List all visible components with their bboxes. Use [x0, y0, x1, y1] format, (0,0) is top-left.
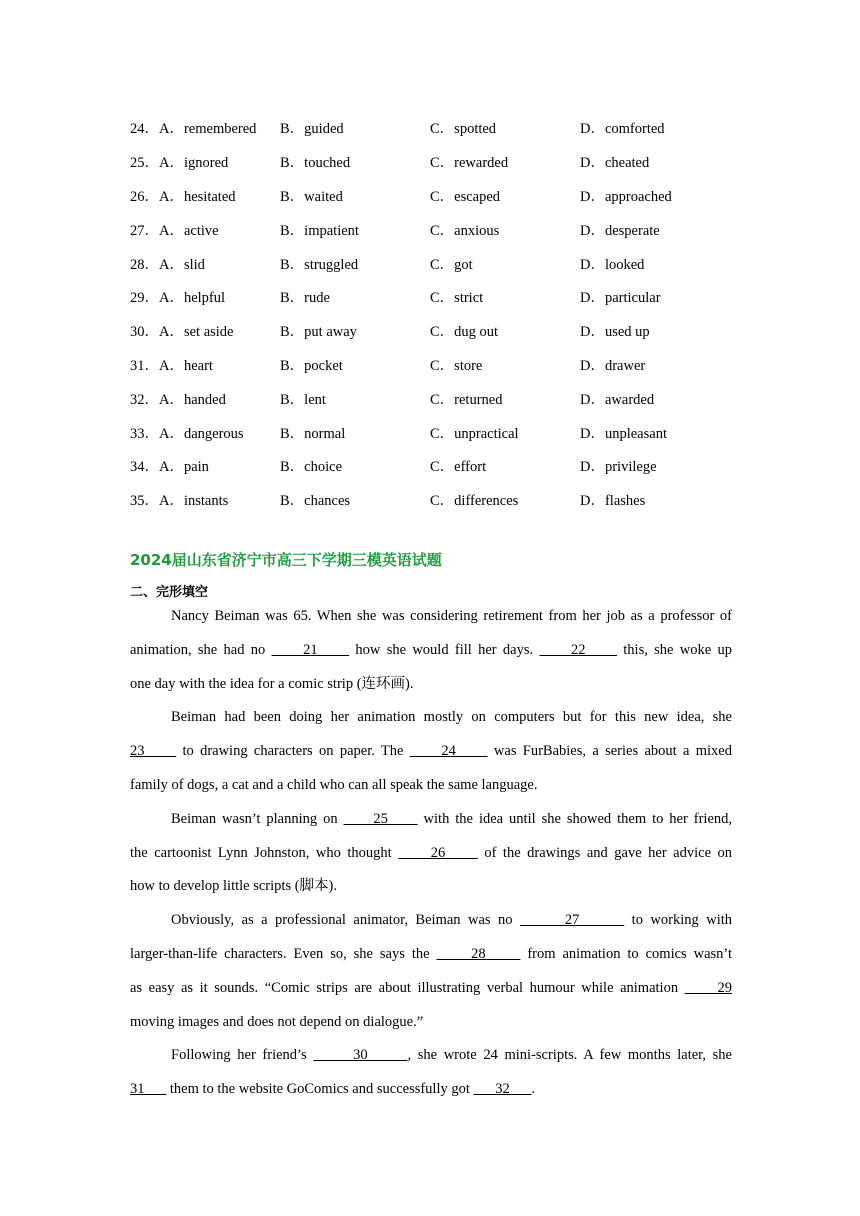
option-c: C．escaped — [430, 188, 501, 205]
option-a: 27．A．active — [130, 222, 219, 239]
options-list — [130, 111, 740, 517]
paragraph-4 — [130, 904, 732, 1039]
question-number: 33． — [130, 425, 159, 442]
option-row-35 — [130, 483, 740, 517]
option-row-25 — [130, 145, 740, 179]
question-number: 28． — [130, 256, 159, 273]
paragraph-2 — [130, 701, 732, 802]
option-a: 24．A．remembered — [130, 121, 257, 138]
question-number: 27． — [130, 222, 159, 239]
option-c: C．dug out — [430, 324, 499, 341]
option-c: C．spotted — [430, 121, 497, 138]
option-d: D．drawer — [580, 357, 646, 374]
option-d: D．approached — [580, 188, 672, 205]
option-row-30 — [130, 314, 740, 348]
option-a: 26．A．hesitated — [130, 188, 236, 205]
option-row-34 — [130, 449, 740, 483]
text-line: how to develop little scripts (脚本). — [130, 878, 337, 895]
option-row-33 — [130, 415, 740, 449]
text-line: as easy as it sounds. “Comic strips are about illustrating verbal humour while animation 29 — [130, 979, 732, 996]
option-b: B．lent — [280, 391, 326, 408]
text-line: the cartoonist Lynn Johnston, who thought 26 of the drawings and gave her advice on — [130, 844, 733, 861]
blank-26: 26 — [398, 844, 478, 861]
option-row-29 — [130, 280, 740, 314]
option-row-28 — [130, 246, 740, 280]
blank-24: 24 — [409, 743, 488, 760]
question-number: 31． — [130, 357, 159, 374]
option-b: B．pocket — [280, 357, 343, 374]
blank-23: 23 — [130, 743, 177, 760]
text-line: Following her friend’s 30 , she wrote 24 mini-scripts. A few months later, she — [171, 1047, 732, 1064]
option-a: 34．A．pain — [130, 459, 209, 476]
paragraph-3 — [130, 803, 732, 904]
question-number: 29． — [130, 290, 159, 307]
blank-32: 32 — [473, 1081, 532, 1098]
option-row-27 — [130, 212, 740, 246]
option-a: 31．A．heart — [130, 357, 213, 374]
question-number: 26． — [130, 188, 159, 205]
text-line: 31 them to the website GoComics and successfully got 32 . — [130, 1081, 536, 1098]
option-d: D．privilege — [580, 459, 657, 476]
text-line: one day with the idea for a comic strip (连环画). — [130, 675, 414, 692]
text-line: Beiman had been doing her animation mostly on computers but for this new idea, she — [171, 709, 732, 726]
option-b: B．guided — [280, 121, 344, 138]
text-line: animation, she had no 21 how she would fill her days. 22 this, she woke up — [130, 641, 732, 658]
option-b: B．put away — [280, 324, 357, 341]
text-line: 23 to drawing characters on paper. The 24 was FurBabies, a series about a mixed — [130, 743, 732, 760]
option-c: C．returned — [430, 391, 503, 408]
text-line: family of dogs, a cat and a child who can all speak the same language. — [130, 776, 538, 793]
option-a: 28．A．slid — [130, 256, 205, 273]
option-row-32 — [130, 381, 740, 415]
option-b: B．struggled — [280, 256, 359, 273]
option-b: B．rude — [280, 290, 330, 307]
question-number: 32． — [130, 391, 159, 408]
blank-29: 29 — [684, 979, 732, 996]
blank-25: 25 — [343, 810, 418, 827]
cloze-passage — [130, 600, 732, 1107]
option-a: 33．A．dangerous — [130, 425, 244, 442]
option-row-24 — [130, 111, 740, 145]
option-c: C．effort — [430, 459, 487, 476]
option-d: D．used up — [580, 324, 650, 341]
question-number: 25． — [130, 155, 159, 172]
paragraph-1 — [130, 600, 732, 701]
option-c: C．rewarded — [430, 155, 509, 172]
option-b: B．chances — [280, 493, 351, 510]
blank-21: 21 — [271, 641, 350, 658]
option-c: C．anxious — [430, 222, 500, 239]
question-number: 34． — [130, 459, 159, 476]
option-d: D．particular — [580, 290, 661, 307]
option-row-26 — [130, 179, 740, 213]
question-number: 30． — [130, 324, 159, 341]
blank-30: 30 — [313, 1047, 408, 1064]
option-c: C．store — [430, 357, 483, 374]
option-c: C．got — [430, 256, 473, 273]
text-line: moving images and does not depend on dialogue.” — [130, 1013, 424, 1030]
option-b: B．normal — [280, 425, 346, 442]
text-line: Beiman wasn’t planning on 25 with the idea until she showed them to her friend, — [171, 810, 733, 827]
option-b: B．touched — [280, 155, 351, 172]
option-d: D．unpleasant — [580, 425, 667, 442]
blank-28: 28 — [436, 945, 521, 962]
option-d: D．comforted — [580, 121, 665, 138]
option-b: B．impatient — [280, 222, 359, 239]
question-number: 24． — [130, 121, 159, 138]
part-title: 二、完形填空 — [130, 585, 209, 600]
paragraph-5 — [130, 1039, 732, 1107]
blank-22: 22 — [539, 641, 617, 658]
option-b: B．choice — [280, 459, 343, 476]
option-d: D．awarded — [580, 391, 655, 408]
option-row-31 — [130, 348, 740, 382]
text-line: Nancy Beiman was 65. When she was considering retirement from her job as a professor of — [171, 608, 732, 624]
option-b: B．waited — [280, 188, 343, 205]
option-c: C．differences — [430, 493, 519, 510]
question-number: 35． — [130, 493, 159, 510]
text-line: larger-than-life characters. Even so, she says the 28 from animation to comics wasn’t — [130, 945, 733, 962]
option-d: D．desperate — [580, 222, 660, 239]
section-title: 2024届山东省济宁市高三下学期三模英语试题 — [130, 551, 442, 569]
option-a: 29．A．helpful — [130, 290, 226, 307]
blank-31: 31 — [130, 1081, 167, 1098]
option-d: D．flashes — [580, 493, 646, 510]
option-d: D．cheated — [580, 155, 650, 172]
option-d: D．looked — [580, 256, 645, 273]
option-a: 30．A．set aside — [130, 324, 234, 341]
text-line: Obviously, as a professional animator, Beiman was no 27 to working with — [171, 912, 733, 929]
blank-27: 27 — [520, 912, 625, 929]
option-a: 35．A．instants — [130, 493, 229, 510]
option-c: C．unpractical — [430, 425, 519, 442]
option-a: 25．A．ignored — [130, 155, 229, 172]
option-c: C．strict — [430, 290, 484, 307]
option-a: 32．A．handed — [130, 391, 226, 408]
